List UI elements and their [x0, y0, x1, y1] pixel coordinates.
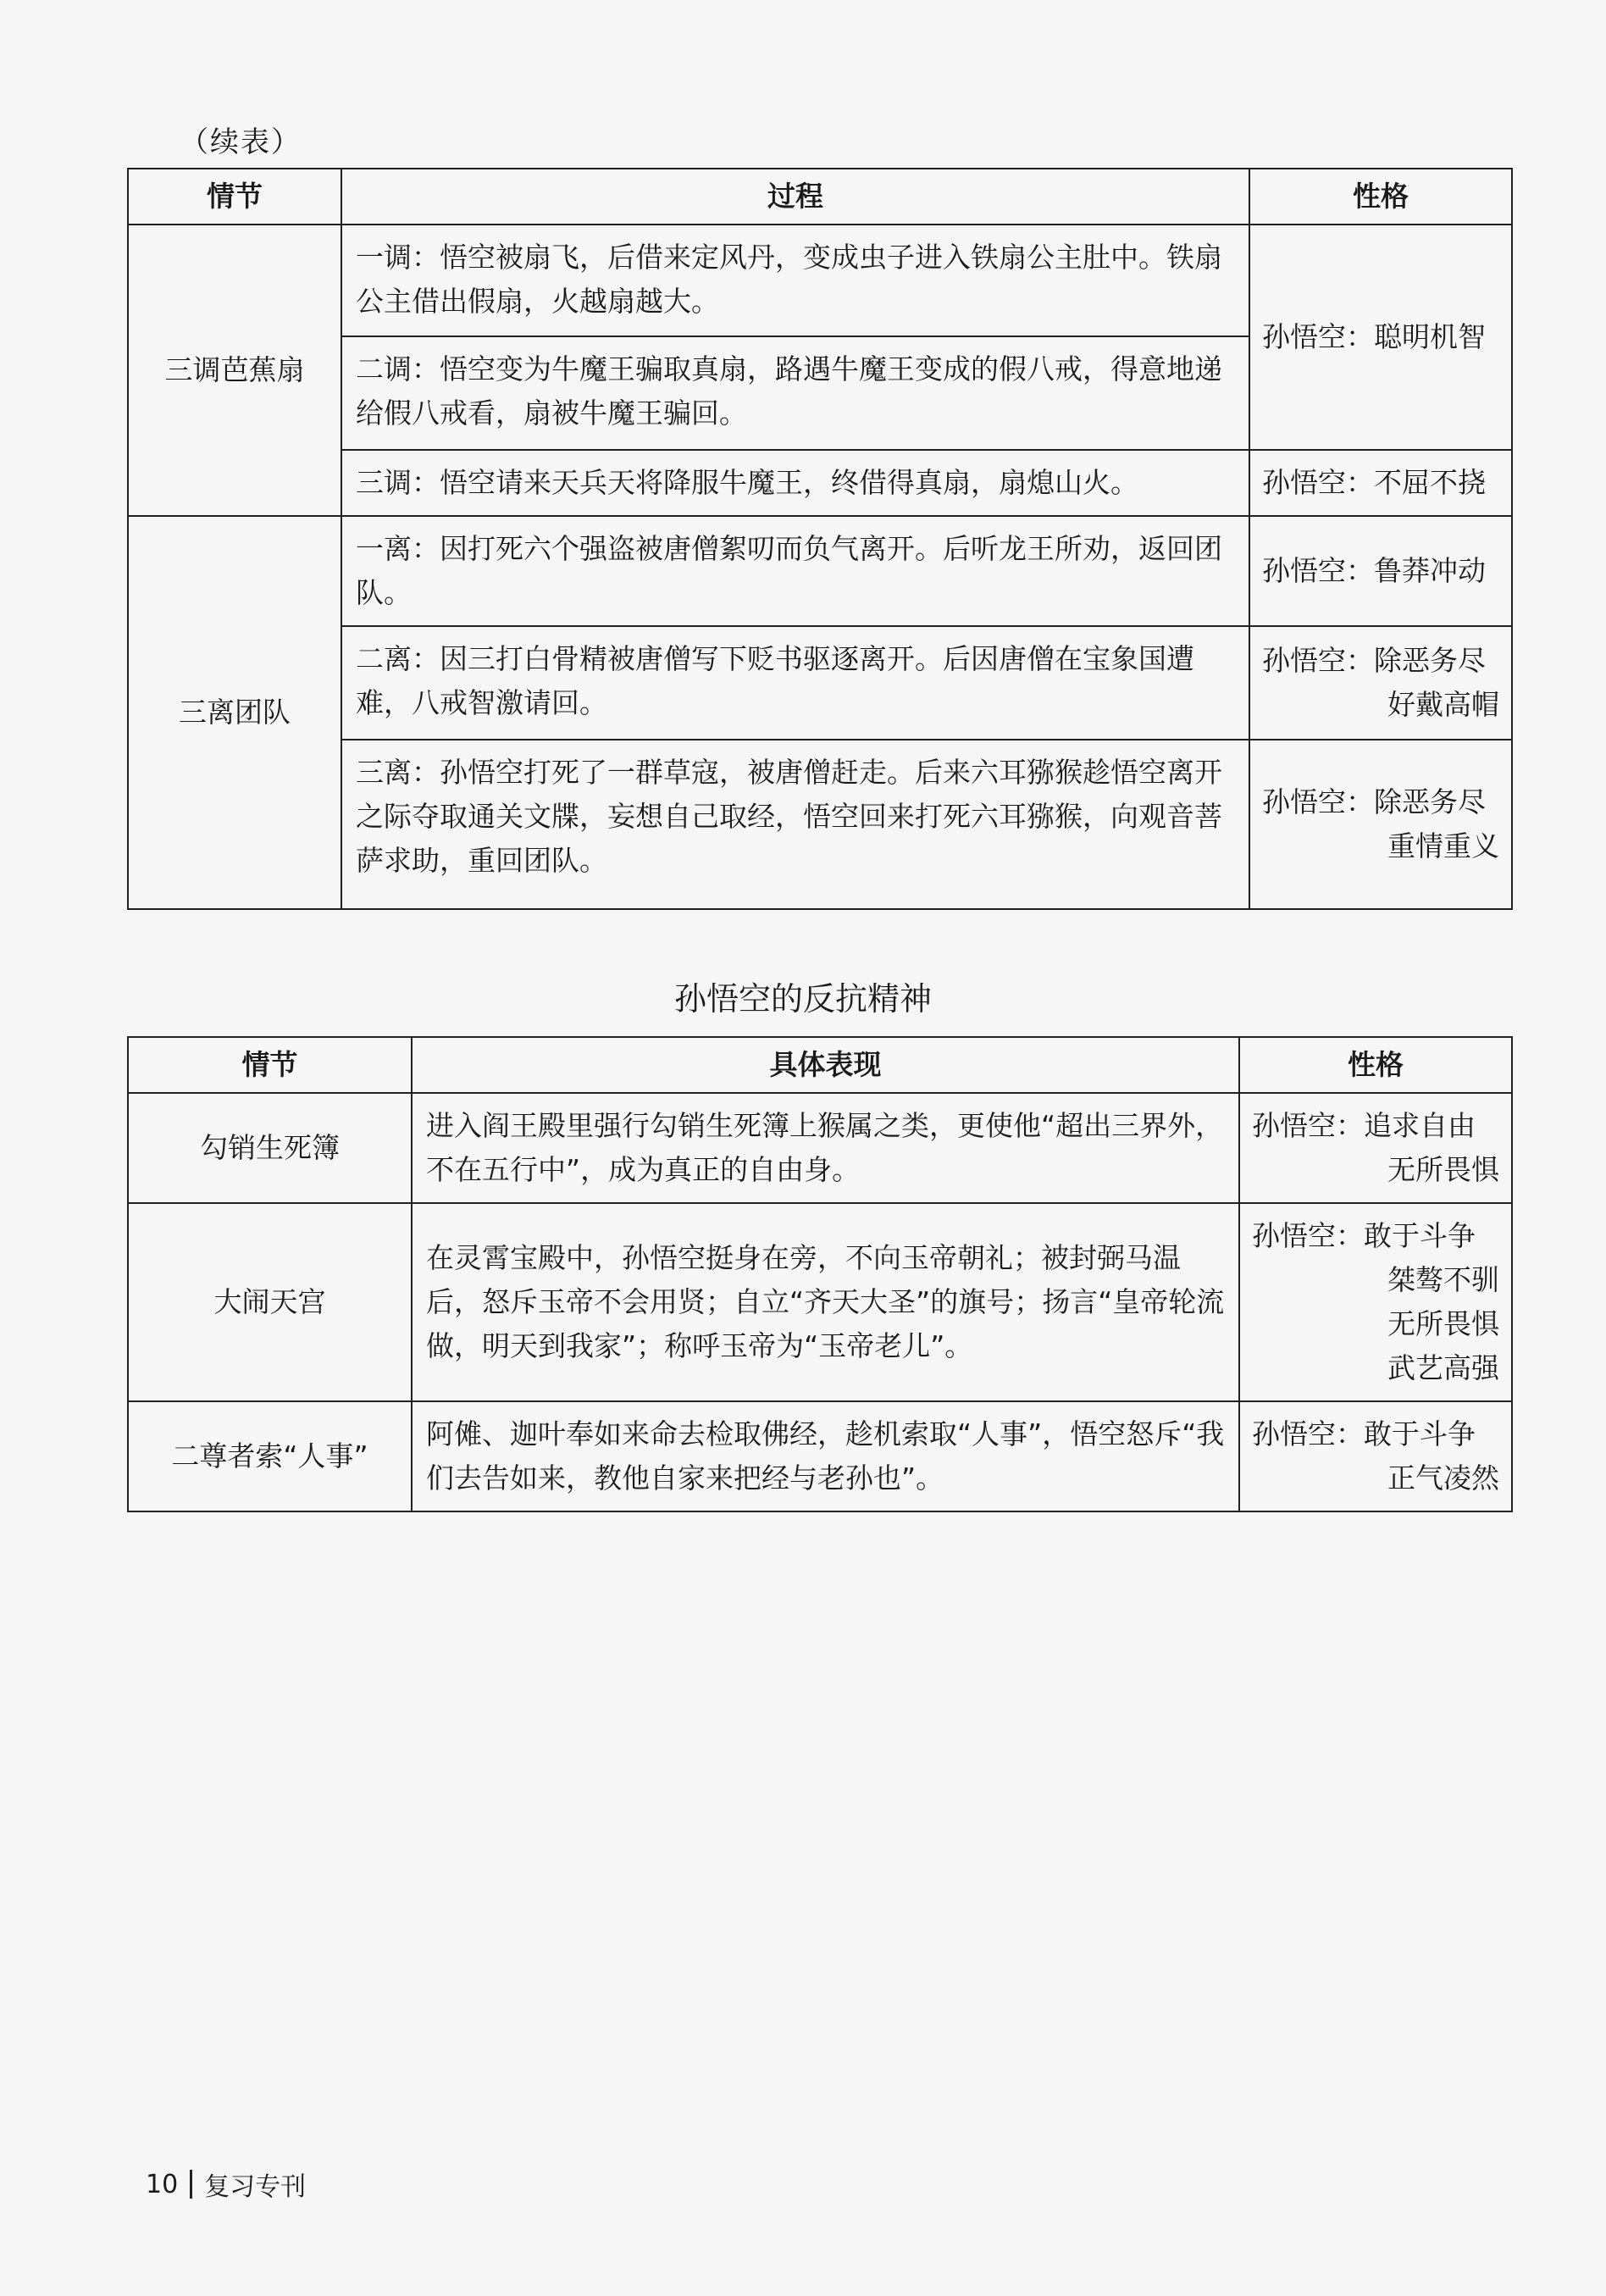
table-row	[128, 516, 1512, 626]
trait-line: 孙悟空：敢于斗争	[1252, 1219, 1476, 1252]
trait-cell	[1249, 740, 1512, 909]
header-trait: 性格	[1239, 1037, 1512, 1093]
trait-line: 无所畏惧	[1387, 1307, 1499, 1340]
episode-cell: 三调芭蕉扇	[128, 225, 341, 516]
header-process: 过程	[341, 169, 1249, 225]
table-header-row	[128, 169, 1512, 225]
process-cell: 一离：因打死六个强盗被唐僧絮叨而负气离开。后听龙王所劝，返回团队。	[341, 516, 1249, 626]
section-title: 孙悟空的反抗精神	[673, 980, 932, 1018]
trait-line: 孙悟空：聪明机智	[1262, 320, 1486, 353]
process-cell: 三离：孙悟空打死了一群草寇，被唐僧赶走。后来六耳猕猴趁悟空离开之际夺取通关文牒，妄想自己取经，悟空回来打死六耳猕猴，向观音菩萨求助，重回团队。	[341, 740, 1249, 909]
header-episode: 情节	[128, 1037, 412, 1093]
trait-line: 无所畏惧	[1387, 1153, 1499, 1186]
trait-cell	[1249, 516, 1512, 626]
page-footer	[146, 2166, 306, 2203]
episode-cell: 勾销生死簿	[128, 1093, 412, 1203]
header-detail: 具体表现	[412, 1037, 1239, 1093]
process-cell: 一调：悟空被扇飞，后借来定风丹，变成虫子进入铁扇公主肚中。铁扇公主借出假扇，火越扇越大。	[341, 225, 1249, 336]
table-row	[128, 1203, 1512, 1401]
episode-cell: 大闹天宫	[128, 1203, 412, 1401]
footer-divider	[190, 2170, 192, 2199]
trait-line: 孙悟空：除恶务尽	[1262, 644, 1486, 677]
trait-line: 孙悟空：不屈不挠	[1262, 466, 1486, 499]
trait-cell	[1249, 626, 1512, 740]
table-row	[128, 225, 1512, 336]
trait-cell	[1239, 1203, 1512, 1401]
page-number: 10	[146, 2169, 179, 2199]
trait-line: 好戴高帽	[1387, 688, 1499, 721]
trait-line: 重情重义	[1387, 829, 1499, 862]
episode-cell: 二尊者索“人事”	[128, 1401, 412, 1511]
table-row	[128, 1401, 1512, 1511]
process-cell: 二调：悟空变为牛魔王骗取真扇，路遇牛魔王变成的假八戒，得意地递给假八戒看，扇被牛魔王骗回。	[341, 336, 1249, 450]
trait-line: 孙悟空：除恶务尽	[1262, 785, 1486, 818]
continued-label: （续表）	[180, 125, 302, 159]
detail-cell: 阿傩、迦叶奉如来命去检取佛经，趁机索取“人事”，悟空怒斥“我们去告如来，教他自家来把经与老孙也”。	[412, 1401, 1239, 1511]
rebellion-table	[127, 1036, 1513, 1512]
trait-cell	[1239, 1093, 1512, 1203]
header-trait: 性格	[1249, 169, 1512, 225]
process-cell: 三调：悟空请来天兵天将降服牛魔王，终借得真扇，扇熄山火。	[341, 450, 1249, 516]
trait-cell	[1249, 225, 1512, 450]
episode-cell: 三离团队	[128, 516, 341, 909]
trait-line: 正气凌然	[1387, 1461, 1499, 1495]
trait-line: 武艺高强	[1387, 1351, 1499, 1384]
plot-table-continued	[127, 168, 1513, 910]
trait-line: 桀骜不驯	[1387, 1263, 1499, 1296]
trait-line: 孙悟空：追求自由	[1252, 1109, 1476, 1142]
detail-cell: 进入阎王殿里强行勾销生死簿上猴属之类，更使他“超出三界外，不在五行中”，成为真正的自由身。	[412, 1093, 1239, 1203]
header-episode: 情节	[128, 169, 341, 225]
trait-cell	[1249, 450, 1512, 516]
table-row	[128, 1093, 1512, 1203]
journal-name: 复习专刊	[204, 2172, 307, 2202]
table-header-row	[128, 1037, 1512, 1093]
trait-line: 孙悟空：鲁莽冲动	[1262, 554, 1486, 587]
trait-line: 孙悟空：敢于斗争	[1252, 1417, 1476, 1450]
detail-cell: 在灵霄宝殿中，孙悟空挺身在旁，不向玉帝朝礼；被封弼马温后，怒斥玉帝不会用贤；自立“齐天大圣”的旗号；扬言“皇帝轮流做，明天到我家”；称呼玉帝为“玉帝老儿”。	[412, 1203, 1239, 1401]
trait-cell	[1239, 1401, 1512, 1511]
process-cell: 二离：因三打白骨精被唐僧写下贬书驱逐离开。后因唐僧在宝象国遭难，八戒智激请回。	[341, 626, 1249, 740]
